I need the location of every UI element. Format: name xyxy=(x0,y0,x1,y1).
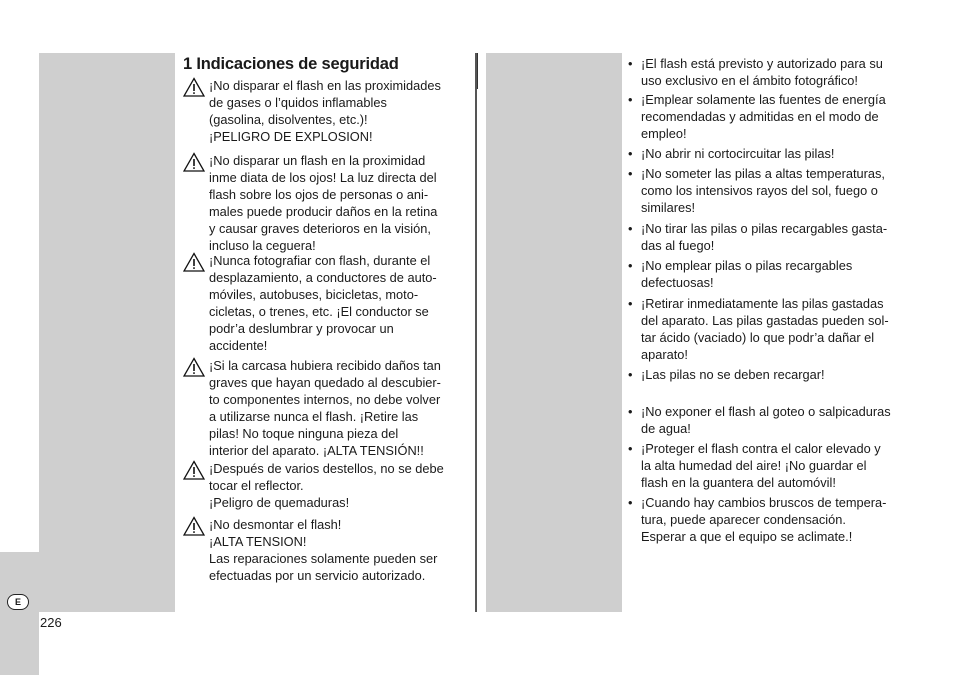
column-divider xyxy=(475,53,477,612)
language-badge: E xyxy=(7,594,29,610)
warning-text: ¡No disparar el flash en las proximidades de gases o l’quidos inflamables (gasolina, disolventes, etc.)! ¡PELIGRO DE EXPLOSION! xyxy=(209,78,441,144)
bullet-icon: • xyxy=(628,404,633,419)
bullet-icon: • xyxy=(628,221,633,236)
warning-text: ¡Si la carcasa hubiera recibido daños tan graves que hayan quedado al descubier- to componentes internos, no debe volver a utilizarse nunca el flash. ¡Retire las pilas! No toque ninguna pieza del interior del aparato. ¡ALTA TENSIÓN!! xyxy=(209,358,441,458)
list-item-text: ¡Retirar inmediatamente las pilas gastadas del aparato. Las pilas gastadas pueden sol- tar ácido (vaciado) lo que podr’a dañar el aparato! xyxy=(641,296,889,362)
bullet-icon: • xyxy=(628,367,633,382)
bullet-icon: • xyxy=(628,92,633,107)
list-item-text: ¡Las pilas no se deben recargar! xyxy=(641,367,825,382)
bullet-icon: • xyxy=(628,495,633,510)
list-item-text: ¡No someter las pilas a altas temperaturas, como los intensivos rayos del sol, fuego o similares! xyxy=(641,166,885,215)
list-item-text: ¡Proteger el flash contra el calor elevado y la alta humedad del aire! ¡No guardar el flash en la guantera del automóvil! xyxy=(641,441,881,490)
bullet-icon: • xyxy=(628,441,633,456)
warning-text: ¡Nunca fotografiar con flash, durante el desplazamiento, a conductores de auto- móviles, autobuses, bicicletas, moto- cicletas, o trenes, etc. ¡El conductor se podr’a deslumbrar y provocar un accidente! xyxy=(209,253,437,353)
left-margin-band xyxy=(39,53,175,612)
bullet-icon: • xyxy=(628,296,633,311)
middle-margin-band xyxy=(486,53,622,612)
list-item-text: ¡No emplear pilas o pilas recargables defectuosas! xyxy=(641,258,853,290)
bullet-icon: • xyxy=(628,258,633,273)
list-item-text: ¡El flash está previsto y autorizado para su uso exclusivo en el ámbito fotográfico! xyxy=(641,56,883,88)
list-item-text: ¡No tirar las pilas o pilas recargables gasta- das al fuego! xyxy=(641,221,888,253)
list-item-text: ¡Emplear solamente las fuentes de energía recomendadas y admitidas en el modo de empleo! xyxy=(641,92,886,141)
warning-text: ¡No disparar un flash en la proximidad inme diata de los ojos! La luz directa del flash sobre los ojos de personas o ani- males puede producir daños en la retina y causar graves deterioros en la visión, incluso la ceguera! xyxy=(209,153,438,253)
warning-triangle-icon xyxy=(183,77,205,97)
bullet-icon: • xyxy=(628,146,633,161)
warning-text: ¡Después de varios destellos, no se debe tocar el reflector. ¡Peligro de quemaduras! xyxy=(209,461,444,510)
column-divider-accent xyxy=(477,53,478,89)
page-number: 226 xyxy=(40,615,62,630)
warning-triangle-icon xyxy=(183,152,205,172)
warning-triangle-icon xyxy=(183,516,205,536)
list-item-text: ¡Cuando hay cambios bruscos de tempera- tura, puede aparecer condensación. Esperar a que el equipo se aclimate.! xyxy=(641,495,887,544)
warning-text: ¡No desmontar el flash! ¡ALTA TENSION! Las reparaciones solamente pueden ser efectuadas por un servicio autorizado. xyxy=(209,517,438,583)
bullet-icon: • xyxy=(628,56,633,71)
language-tab-band xyxy=(0,552,39,675)
section-title: 1 Indicaciones de seguridad xyxy=(183,55,399,73)
warning-triangle-icon xyxy=(183,460,205,480)
warning-triangle-icon xyxy=(183,357,205,377)
list-item-text: ¡No exponer el flash al goteo o salpicaduras de agua! xyxy=(641,404,891,436)
list-item-text: ¡No abrir ni cortocircuitar las pilas! xyxy=(641,146,835,161)
bullet-icon: • xyxy=(628,166,633,181)
warning-triangle-icon xyxy=(183,252,205,272)
